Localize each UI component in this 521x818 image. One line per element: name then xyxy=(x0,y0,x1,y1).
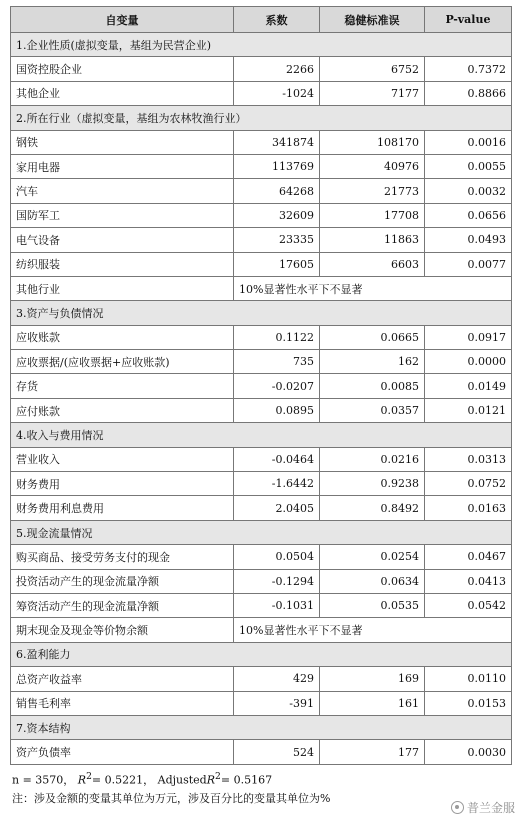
variable-cell: 国防军工 xyxy=(11,203,234,227)
robust-se-cell: 0.8492 xyxy=(320,496,425,520)
variable-cell: 总资产收益率 xyxy=(11,667,234,691)
section-title: 1.企业性质(虚拟变量，基组为民营企业) xyxy=(11,33,512,57)
robust-se-cell: 6752 xyxy=(320,57,425,81)
coefficient-cell: 524 xyxy=(234,740,320,764)
p-value-cell: 0.0032 xyxy=(425,179,512,203)
variable-cell: 钢铁 xyxy=(11,130,234,154)
regression-table-container xyxy=(10,6,511,806)
table-row xyxy=(11,276,512,300)
p-value-cell: 0.0055 xyxy=(425,154,512,178)
coefficient-cell: 17605 xyxy=(234,252,320,276)
section-title: 3.资产与负债情况 xyxy=(11,301,512,325)
not-significant-cell: 10%显著性水平下不显著 xyxy=(234,618,512,642)
section-title: 7.资本结构 xyxy=(11,715,512,739)
table-header-row xyxy=(11,7,512,33)
table-row xyxy=(11,667,512,691)
robust-se-cell: 21773 xyxy=(320,179,425,203)
robust-se-cell: 108170 xyxy=(320,130,425,154)
p-value-cell: 0.0752 xyxy=(425,472,512,496)
adjusted-label: Adjusted xyxy=(157,773,207,787)
p-value-cell: 0.8866 xyxy=(425,81,512,105)
p-value-cell: 0.0917 xyxy=(425,325,512,349)
regression-table xyxy=(10,6,512,765)
variable-cell: 其他行业 xyxy=(11,276,234,300)
variable-cell: 汽车 xyxy=(11,179,234,203)
section-row xyxy=(11,106,512,130)
header-variable: 自变量 xyxy=(11,7,234,33)
table-row xyxy=(11,593,512,617)
coefficient-cell: 113769 xyxy=(234,154,320,178)
coefficient-cell: -1024 xyxy=(234,81,320,105)
table-row xyxy=(11,496,512,520)
p-value-cell: 0.0313 xyxy=(425,447,512,471)
sample-size: n = 3570， xyxy=(12,773,75,787)
coefficient-cell: 735 xyxy=(234,350,320,374)
variable-cell: 家用电器 xyxy=(11,154,234,178)
coefficient-cell: 0.1122 xyxy=(234,325,320,349)
robust-se-cell: 162 xyxy=(320,350,425,374)
table-row xyxy=(11,154,512,178)
table-row xyxy=(11,57,512,81)
robust-se-cell: 0.0357 xyxy=(320,398,425,422)
table-row xyxy=(11,228,512,252)
variable-cell: 应收账款 xyxy=(11,325,234,349)
variable-cell: 营业收入 xyxy=(11,447,234,471)
coefficient-cell: 0.0895 xyxy=(234,398,320,422)
section-row xyxy=(11,520,512,544)
header-coefficient: 系数 xyxy=(234,7,320,33)
watermark xyxy=(451,799,515,816)
p-value-cell: 0.0542 xyxy=(425,593,512,617)
p-value-cell: 0.0016 xyxy=(425,130,512,154)
variable-cell: 应付账款 xyxy=(11,398,234,422)
robust-se-cell: 40976 xyxy=(320,154,425,178)
robust-se-cell: 0.0254 xyxy=(320,545,425,569)
section-row xyxy=(11,33,512,57)
coefficient-cell: 429 xyxy=(234,667,320,691)
r-squared-symbol: R xyxy=(77,773,87,787)
robust-se-cell: 6603 xyxy=(320,252,425,276)
variable-cell: 纺织服装 xyxy=(11,252,234,276)
robust-se-cell: 0.0665 xyxy=(320,325,425,349)
robust-se-cell: 177 xyxy=(320,740,425,764)
variable-cell: 投资活动产生的现金流量净额 xyxy=(11,569,234,593)
variable-cell: 电气设备 xyxy=(11,228,234,252)
table-row xyxy=(11,350,512,374)
robust-se-cell: 0.0085 xyxy=(320,374,425,398)
p-value-cell: 0.0077 xyxy=(425,252,512,276)
table-row xyxy=(11,374,512,398)
watermark-text: 普兰金服 xyxy=(466,801,515,815)
variable-cell: 筹资活动产生的现金流量净额 xyxy=(11,593,234,617)
table-body xyxy=(11,33,512,765)
coefficient-cell: -391 xyxy=(234,691,320,715)
robust-se-cell: 0.0535 xyxy=(320,593,425,617)
p-value-cell: 0.0656 xyxy=(425,203,512,227)
variable-cell: 购买商品、接受劳务支付的现金 xyxy=(11,545,234,569)
section-row xyxy=(11,642,512,666)
p-value-cell: 0.0149 xyxy=(425,374,512,398)
section-title: 4.收入与费用情况 xyxy=(11,423,512,447)
coefficient-cell: 23335 xyxy=(234,228,320,252)
p-value-cell: 0.0030 xyxy=(425,740,512,764)
table-row xyxy=(11,252,512,276)
adjusted-r-squared-symbol: R xyxy=(206,773,216,787)
coefficient-cell: -0.0464 xyxy=(234,447,320,471)
section-row xyxy=(11,715,512,739)
table-row xyxy=(11,398,512,422)
coefficient-cell: -0.1294 xyxy=(234,569,320,593)
table-row xyxy=(11,447,512,471)
table-row xyxy=(11,81,512,105)
robust-se-cell: 0.0216 xyxy=(320,447,425,471)
circle-logo-icon xyxy=(451,801,464,814)
table-row xyxy=(11,618,512,642)
variable-cell: 销售毛利率 xyxy=(11,691,234,715)
section-title: 2.所在行业（虚拟变量，基组为农林牧渔行业） xyxy=(11,106,512,130)
table-row xyxy=(11,691,512,715)
section-row xyxy=(11,423,512,447)
p-value-cell: 0.0467 xyxy=(425,545,512,569)
table-row xyxy=(11,325,512,349)
coefficient-cell: 341874 xyxy=(234,130,320,154)
p-value-cell: 0.7372 xyxy=(425,57,512,81)
variable-cell: 其他企业 xyxy=(11,81,234,105)
p-value-cell: 0.0000 xyxy=(425,350,512,374)
coefficient-cell: 2.0405 xyxy=(234,496,320,520)
model-stats xyxy=(10,771,511,788)
coefficient-cell: 0.0504 xyxy=(234,545,320,569)
variable-cell: 期末现金及现金等价物余额 xyxy=(11,618,234,642)
coefficient-cell: 2266 xyxy=(234,57,320,81)
table-row xyxy=(11,179,512,203)
p-value-cell: 0.0163 xyxy=(425,496,512,520)
p-value-cell: 0.0493 xyxy=(425,228,512,252)
robust-se-cell: 17708 xyxy=(320,203,425,227)
robust-se-cell: 169 xyxy=(320,667,425,691)
header-robust-se: 稳健标准误 xyxy=(320,7,425,33)
table-row xyxy=(11,130,512,154)
section-title: 5.现金流量情况 xyxy=(11,520,512,544)
variable-cell: 应收票据/(应收票据+应收账款) xyxy=(11,350,234,374)
table-row xyxy=(11,569,512,593)
robust-se-cell: 7177 xyxy=(320,81,425,105)
table-row xyxy=(11,203,512,227)
robust-se-cell: 0.9238 xyxy=(320,472,425,496)
table-row xyxy=(11,472,512,496)
variable-cell: 国资控股企业 xyxy=(11,57,234,81)
p-value-cell: 0.0153 xyxy=(425,691,512,715)
adjusted-r-squared-value: = 0.5167 xyxy=(220,773,273,787)
r-squared-value: = 0.5221， xyxy=(91,773,155,787)
table-row xyxy=(11,740,512,764)
coefficient-cell: 32609 xyxy=(234,203,320,227)
p-value-cell: 0.0413 xyxy=(425,569,512,593)
r-squared-sup: 2 xyxy=(86,770,92,782)
section-row xyxy=(11,301,512,325)
table-row xyxy=(11,545,512,569)
variable-cell: 财务费用利息费用 xyxy=(11,496,234,520)
robust-se-cell: 11863 xyxy=(320,228,425,252)
unit-note: 注：涉及金额的变量其单位为万元，涉及百分比的变量其单位为% xyxy=(12,792,331,806)
coefficient-cell: -0.1031 xyxy=(234,593,320,617)
p-value-cell: 0.0121 xyxy=(425,398,512,422)
robust-se-cell: 161 xyxy=(320,691,425,715)
adjusted-r-squared-sup: 2 xyxy=(215,770,221,782)
coefficient-cell: 64268 xyxy=(234,179,320,203)
variable-cell: 财务费用 xyxy=(11,472,234,496)
variable-cell: 存货 xyxy=(11,374,234,398)
variable-cell: 资产负债率 xyxy=(11,740,234,764)
robust-se-cell: 0.0634 xyxy=(320,569,425,593)
p-value-cell: 0.0110 xyxy=(425,667,512,691)
coefficient-cell: -0.0207 xyxy=(234,374,320,398)
not-significant-cell: 10%显著性水平下不显著 xyxy=(234,276,512,300)
section-title: 6.盈利能力 xyxy=(11,642,512,666)
header-p-value: P-value xyxy=(425,7,512,33)
coefficient-cell: -1.6442 xyxy=(234,472,320,496)
